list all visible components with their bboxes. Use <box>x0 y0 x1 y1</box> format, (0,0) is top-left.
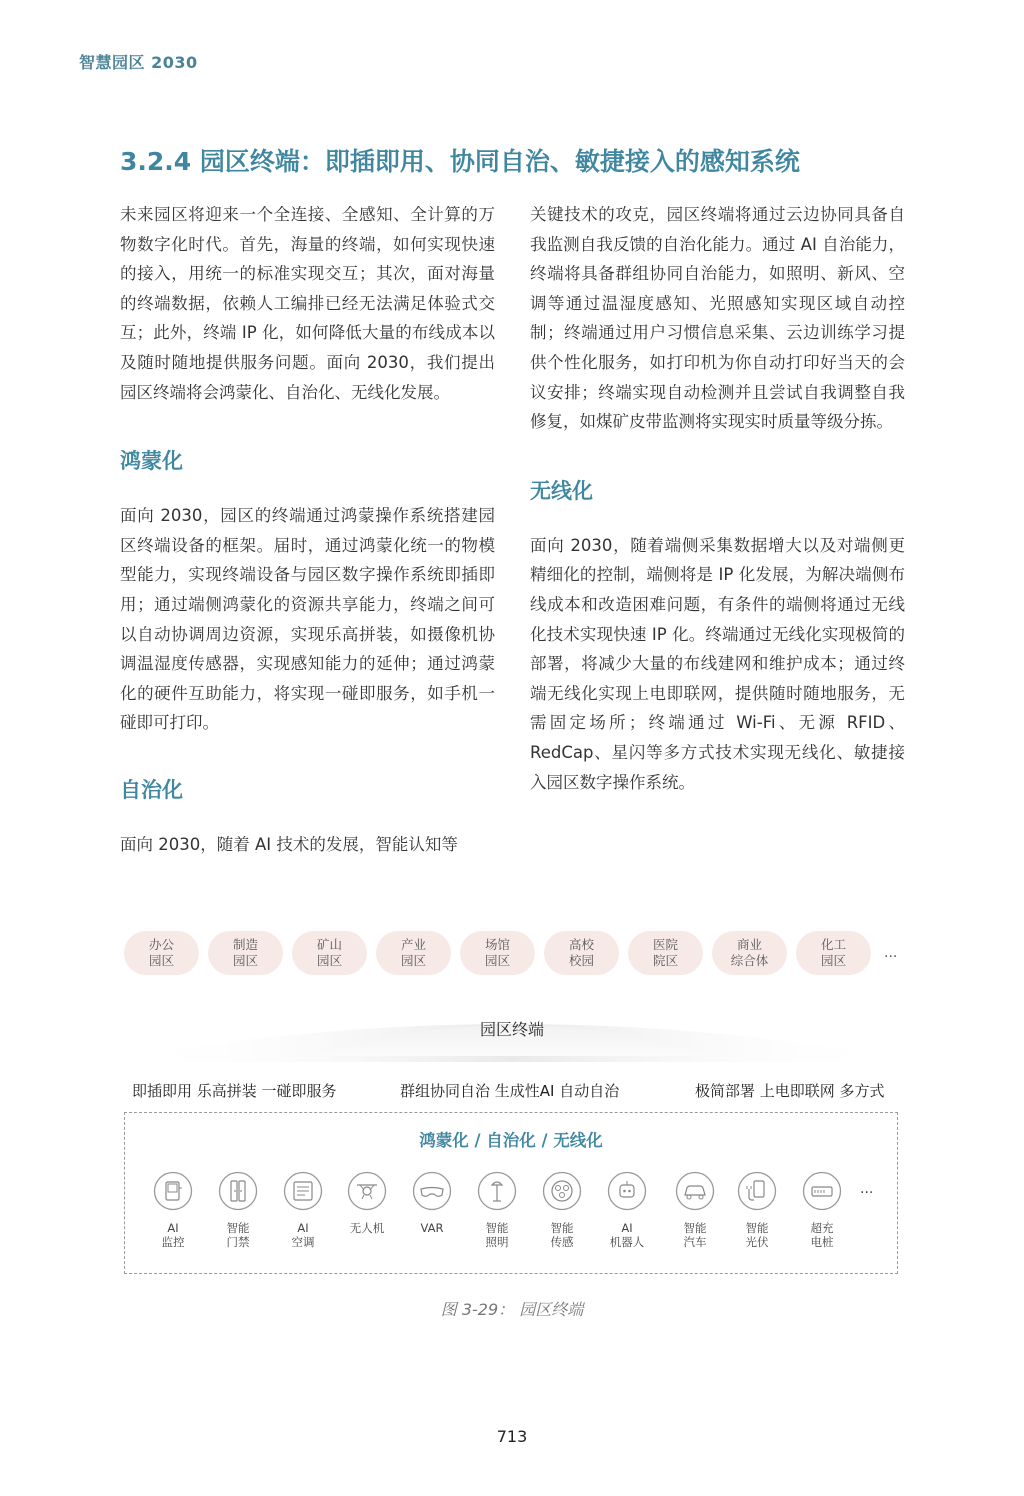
hongmeng-heading: 鸿蒙化 <box>120 449 183 474</box>
device-label-line2: 监控 <box>161 1235 185 1249</box>
device-label <box>421 1221 444 1235</box>
page-number: 713 <box>496 1427 528 1446</box>
device-label <box>292 1221 315 1249</box>
autonomy-paragraph-cont: 关键技术的攻克，园区终端将通过云边协同具备自我监测自我反馈的自治化能力。通过 AI 自治能力，终端将具备群组协同自治能力，如照明、新风、空调等通过温湿度感知、光照感知实现区域自动控制；终端通过用户习惯信息采集、云边训练学习提供个性化服务，如打印机为你自动打印好当天的会议安排；终端实现自动检测并且尝试自我调整自我修复，如煤矿皮带监测将实现实时质量等级分拣。 <box>530 205 905 432</box>
ai-robot-icon <box>607 1171 647 1211</box>
terminal-banner <box>124 1000 900 1062</box>
device-item <box>207 1171 269 1249</box>
device-item <box>142 1171 204 1249</box>
scenario-line1: 商业 <box>736 937 762 952</box>
scenario-line1: 医院 <box>652 937 678 952</box>
scenario-line2: 园区 <box>148 953 174 968</box>
device-label-line1: AI <box>167 1221 179 1235</box>
feature-label: 群组协同自治 生成性AI 自动自治 <box>400 1082 620 1100</box>
device-item <box>336 1171 398 1235</box>
device-label-line1: 智能 <box>683 1221 707 1235</box>
smart-sensor-icon <box>542 1171 582 1211</box>
scenario-line2: 园区 <box>232 953 258 968</box>
left-column <box>120 200 495 860</box>
charging-pile-icon <box>802 1171 842 1211</box>
device-label <box>350 1221 385 1235</box>
device-label-line1: AI <box>621 1221 633 1235</box>
ai-monitor-icon <box>153 1171 193 1211</box>
scenario-line1: 产业 <box>400 937 426 952</box>
running-header: 智慧园区 2030 <box>79 53 198 72</box>
device-label-line2: 传感 <box>550 1235 574 1249</box>
solar-icon <box>737 1171 777 1211</box>
vr-glasses-icon <box>412 1171 452 1211</box>
device-label <box>486 1221 509 1249</box>
device-label-line1: 超充 <box>810 1221 834 1235</box>
device-label-line1: VAR <box>420 1221 444 1235</box>
device-label-line1: 智能 <box>745 1221 769 1235</box>
device-box-title: 鸿蒙化 / 自治化 / 无线化 <box>419 1131 603 1150</box>
device-item <box>401 1171 463 1235</box>
intro-paragraph: 未来园区将迎来一个全连接、全感知、全计算的万物数字化时代。首先，海量的终端，如何实现快速的接入，用统一的标准实现交互；其次，面对海量的终端数据，依赖人工编排已经无法满足体验式交互；此外，终端 IP 化，如何降低大量的布线成本以及随时随地提供服务问题。面向 2030，我们提出园区终端将会鸿蒙化、自治化、无线化发展。 <box>120 205 495 402</box>
smart-light-icon <box>477 1171 517 1211</box>
device-label-line1: 智能 <box>485 1221 509 1235</box>
device-item <box>664 1171 726 1249</box>
device-label-line1: 智能 <box>226 1221 250 1235</box>
device-item <box>791 1171 853 1249</box>
scenario-line1: 化工 <box>820 937 846 952</box>
device-label-line2: 汽车 <box>683 1235 707 1249</box>
scenario-pill <box>628 931 703 975</box>
scenario-pill <box>292 931 367 975</box>
device-label <box>610 1221 645 1249</box>
device-item <box>726 1171 788 1249</box>
scenario-line1: 矿山 <box>316 937 342 952</box>
right-column <box>530 200 905 797</box>
autonomy-heading: 自治化 <box>120 777 183 802</box>
device-label-line2: 门禁 <box>226 1235 250 1249</box>
device-label <box>162 1221 185 1249</box>
device-label-line2: 空调 <box>291 1235 315 1249</box>
scenario-line2: 综合体 <box>730 953 769 968</box>
scenario-line2: 园区 <box>484 953 510 968</box>
scenario-line2: 园区 <box>400 953 426 968</box>
scenario-row <box>124 931 904 975</box>
scenario-pill <box>712 931 787 975</box>
scenario-line2: 园区 <box>820 953 846 968</box>
device-more: ... <box>860 1181 874 1197</box>
scenario-pill <box>376 931 451 975</box>
device-item <box>272 1171 334 1249</box>
ai-aircon-icon <box>283 1171 323 1211</box>
device-label <box>227 1221 250 1249</box>
section-title: 3.2.4 园区终端：即插即用、协同自治、敏捷接入的感知系统 <box>120 147 800 176</box>
scenario-pill <box>208 931 283 975</box>
figure-caption: 图 3-29： 园区终端 <box>440 1300 584 1319</box>
scenario-line1: 高校 <box>568 937 594 952</box>
wireless-heading: 无线化 <box>530 478 593 503</box>
device-label <box>551 1221 574 1249</box>
scenario-more: ... <box>884 945 898 961</box>
scenario-line1: 制造 <box>232 937 258 952</box>
device-label-line2: 机器人 <box>609 1235 645 1249</box>
scenario-pill <box>460 931 535 975</box>
scenario-line2: 园区 <box>316 953 342 968</box>
device-box <box>124 1112 898 1274</box>
device-label-line1: 无人机 <box>349 1221 385 1235</box>
device-item <box>531 1171 593 1249</box>
device-label <box>684 1221 707 1249</box>
wireless-paragraph: 面向 2030，随着端侧采集数据增大以及对端侧更精细化的控制，端侧将是 IP 化发展，为解决端侧布线成本和改造困难问题，有条件的端侧将通过无线化技术实现快速 IP 化。终端通过无线化实现极简的部署，将减少大量的布线建网和维护成本；通过终端无线化实现上电即联网，提供随时随地服务，无需固定场所；终端通过 Wi-Fi、无源 RFID、RedCap、星闪等多方式技术实现无线化、敏捷接入园区数字操作系统。 <box>530 535 905 792</box>
scenario-line1: 办公 <box>148 937 174 952</box>
scenario-line2: 院区 <box>652 953 678 968</box>
scenario-line2: 校园 <box>568 953 594 968</box>
feature-label: 即插即用 乐高拼装 一碰即服务 <box>132 1082 337 1100</box>
device-label-line2: 电桩 <box>810 1235 834 1249</box>
device-label <box>746 1221 769 1249</box>
drone-icon <box>347 1171 387 1211</box>
device-label <box>811 1221 834 1249</box>
scenario-pill <box>796 931 871 975</box>
smart-door-icon <box>218 1171 258 1211</box>
device-label-line2: 光伏 <box>745 1235 769 1249</box>
scenario-pill <box>124 931 199 975</box>
device-item <box>466 1171 528 1249</box>
device-label-line1: 智能 <box>550 1221 574 1235</box>
hongmeng-paragraph: 面向 2030，园区的终端通过鸿蒙操作系统搭建园区终端设备的框架。届时，通过鸿蒙化统一的物模型能力，实现终端设备与园区数字操作系统即插即用；通过端侧鸿蒙化的资源共享能力，终端之间可以自动协调周边资源，实现乐高拼装，如摄像机协调温湿度传感器，实现感知能力的延伸；通过鸿蒙化的硬件互助能力，将实现一碰即服务，如手机一碰即可打印。 <box>120 506 495 733</box>
device-label-line1: AI <box>297 1221 309 1235</box>
smart-car-icon <box>675 1171 715 1211</box>
device-label-line2: 照明 <box>485 1235 509 1249</box>
terminal-label: 园区终端 <box>479 1020 544 1039</box>
scenario-line1: 场馆 <box>484 937 510 952</box>
scenario-pill <box>544 931 619 975</box>
autonomy-paragraph-start: 面向 2030，随着 AI 技术的发展，智能认知等 <box>120 834 458 854</box>
device-item <box>596 1171 658 1249</box>
feature-label: 极简部署 上电即联网 多方式 <box>695 1082 885 1100</box>
